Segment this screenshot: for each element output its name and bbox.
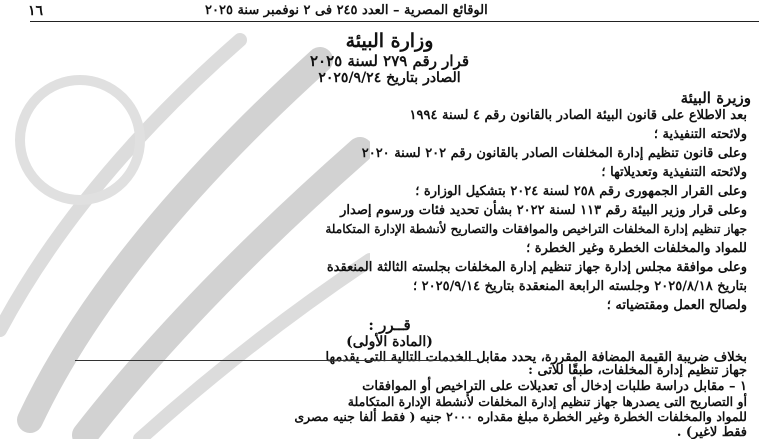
article-line: فقط لاغير) . (676, 425, 747, 439)
article-line: بخلاف ضريبة القيمة المضافة المقررة، يحدد مقابل الخدمات التالية التى يقدمها (325, 350, 747, 365)
page-number: ١٦ (28, 3, 44, 19)
article-line: للمواد والمخلفات الخطرة وغير الخطرة مبلغ مقداره ٢٠٠٠ جنيه ( فقط ألفا جنيه مصرى (294, 409, 747, 424)
article-line: ١ – مقابل دراسة طلبات إدخال أى تعديلات على التراخيص أو الموافقات (362, 379, 747, 394)
article-heading: (المادة الأولى) (346, 334, 433, 350)
body-line: ولصالح العمل ومقتضياته ؛ (606, 298, 747, 313)
body-line: ولائحته التنفيذية وتعديلاتها ؛ (601, 165, 747, 180)
article-line: جهاز تنظيم إدارة المخلفات، طبقًا للآتى : (528, 363, 747, 378)
body-line: جهاز تنظيم إدارة المخلفات التراخيص والموافقات والتصاريح لأنشطة الإدارة المتكاملة (325, 222, 747, 236)
running-header: الوقائع المصرية – العدد ٢٤٥ فى ٢ نوفمبر سنة ٢٠٢٥ (205, 3, 488, 18)
body-line: بتاريخ ٢٠٢٥/٨/١٨ وجلسته الرابعة المنعقدة بتاريخ ٢٠٢٥/٩/١٤ ؛ (413, 279, 747, 294)
decree-number: قرار رقم ٢٧٩ لسنة ٢٠٢٥ (309, 52, 470, 70)
ministry-title: وزارة البيئة (345, 30, 434, 52)
issue-date: الصادر بتاريخ ٢٠٢٥/٩/٢٤ (318, 70, 461, 86)
body-line: وعلى قانون تنظيم إدارة المخلفات الصادر بالقانون رقم ٢٠٢ لسنة ٢٠٢٠ (361, 146, 747, 161)
text-rule (75, 360, 479, 361)
body-line: بعد الاطلاع على قانون البيئة الصادر بالقانون رقم ٤ لسنة ١٩٩٤ (409, 108, 747, 123)
body-line: وعلى قرار وزير البيئة رقم ١١٣ لسنة ٢٠٢٢ بشأن تحديد فئات ورسوم إصدار (340, 203, 747, 218)
decided-heading: قــرر : (368, 316, 411, 334)
body-line: للمواد والمخلفات الخطرة وغير الخطرة ؛ (526, 241, 747, 256)
body-line: ولائحته التنفيذية ؛ (653, 127, 747, 142)
header-rule (30, 21, 759, 22)
body-line: وعلى موافقة مجلس إدارة جهاز تنظيم إدارة المخلفات بجلسته الثالثة المنعقدة (326, 260, 747, 275)
article-line: أو التصاريح التى يصدرها جهاز تنظيم إدارة المخلفات لأنشطة الإدارة المتكاملة (347, 394, 747, 409)
minister-title: وزيرة البيئة (680, 89, 751, 107)
body-line: وعلى القرار الجمهورى رقم ٢٥٨ لسنة ٢٠٢٤ بتشكيل الوزارة ؛ (415, 184, 747, 199)
